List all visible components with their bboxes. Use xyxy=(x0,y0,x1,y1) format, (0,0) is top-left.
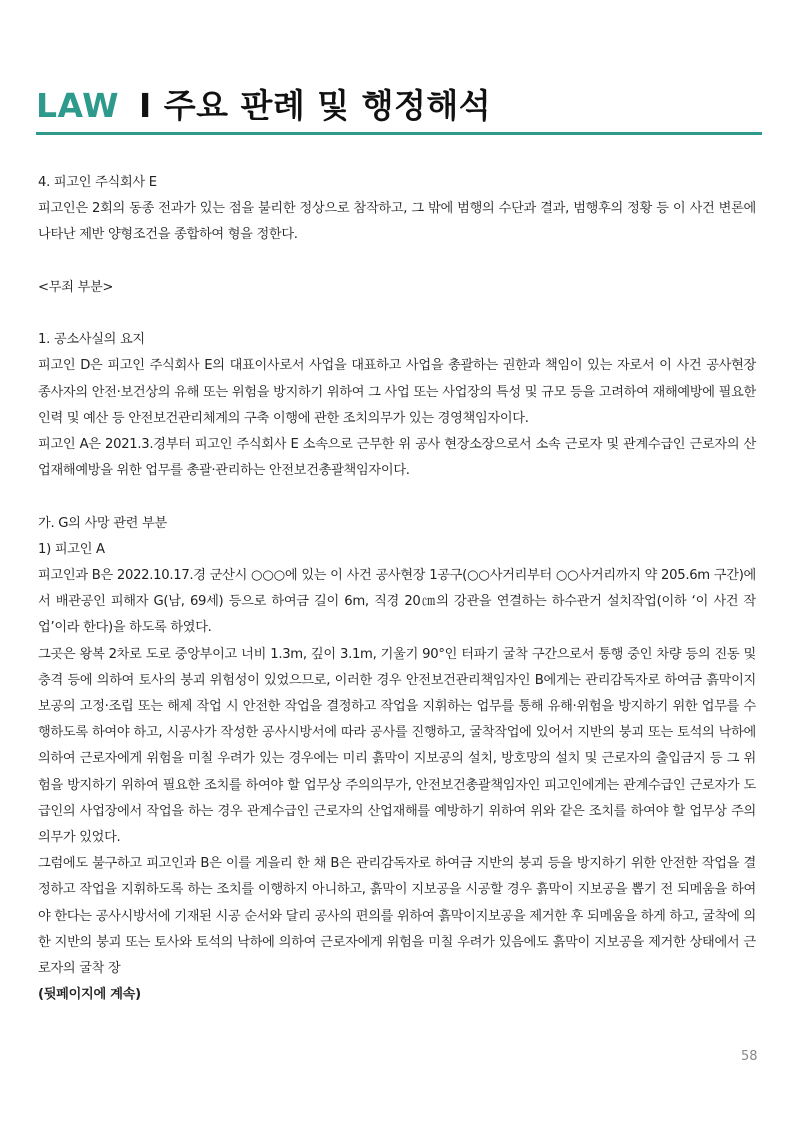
paragraph: 피고인은 2회의 동종 전과가 있는 점을 불리한 정상으로 참작하고, 그 밖에 범행의 수단과 결과, 범행후의 정황 등 이 사건 변론에 나타난 제반 양형조건을 종합하여 형을 정한다. xyxy=(38,201,756,243)
header-divider xyxy=(36,132,762,135)
paragraph: 1. 공소사실의 요지 xyxy=(38,332,145,348)
blank-line xyxy=(38,249,756,275)
section-brand: LAW xyxy=(36,86,119,125)
document-body xyxy=(38,170,756,1008)
paragraph: 1) 피고인 A xyxy=(38,541,105,557)
paragraph: 피고인과 B은 2022.10.17.경 군산시 ○○○에 있는 이 사건 공사현장 1공구(○○사거리부터 ○○사거리까지 약 205.6m 구간)에서 배관공인 피해자 G(남, 69세) 등으로 하여금 길이 6m, 직경 20㎝의 강관을 연결하는 하수관거 설치작업(이하 ‘이 사건 작업’이라 한다)을 하도록 하였다. xyxy=(38,568,756,636)
page-number: 58 xyxy=(741,1049,758,1064)
paragraph: <무죄 부분> xyxy=(38,279,114,295)
paragraph: 가. G의 사망 관련 부분 xyxy=(38,515,167,531)
page-header xyxy=(36,82,762,130)
paragraph: 피고인 A은 2021.3.경부터 피고인 주식회사 E 소속으로 근무한 위 공사 현장소장으로서 소속 근로자 및 관계수급인 근로자의 산업재해예방을 위한 업무를 총괄·관리하는 안전보건총괄책임자이다. xyxy=(38,437,756,479)
continued-note: (뒷페이지에 계속) xyxy=(38,987,141,1003)
paragraph: 피고인 D은 피고인 주식회사 E의 대표이사로서 사업을 대표하고 사업을 총괄하는 권한과 책임이 있는 자로서 이 사건 공사현장 종사자의 안전·보건상의 유해 또는 위험을 방지하기 위하여 그 사업 또는 사업장의 특성 및 규모 등을 고려하여 재해예방에 필요한 인력 및 예산 등 안전보건관리체계의 구축 이행에 관한 조치의무가 있는 경영책임자이다. xyxy=(38,358,756,426)
blank-line xyxy=(38,301,756,327)
section-title: I 주요 판례 및 행정해석 xyxy=(139,86,492,125)
paragraph: 그럼에도 불구하고 피고인과 B은 이를 게을리 한 채 B은 관리감독자로 하여금 지반의 붕괴 등을 방지하기 위한 안전한 작업을 결정하고 작업을 지휘하도록 하는 조치를 이행하지 아니하고, 흙막이 지보공을 시공할 경우 흙막이 지보공을 뽑기 전 되메움을 하여야 한다는 공사시방서에 기재된 시공 순서와 달리 공사의 편의를 위하여 흙막이지보공을 제거한 후 되메움을 하게 하고, 굴착에 의한 지반의 붕괴 또는 토사와 토석의 낙하에 의하여 근로자에게 위험을 미칠 우려가 있음에도 흙막이 지보공을 제거한 상태에서 근로자의 굴착 장 xyxy=(38,856,756,977)
blank-line xyxy=(38,484,756,510)
page-title xyxy=(36,82,762,130)
paragraph: 그곳은 왕복 2차로 도로 중앙부이고 너비 1.3m, 깊이 3.1m, 기울기 90°인 터파기 굴착 구간으로서 통행 중인 차량 등의 진동 및 충격 등에 의하여 토사의 붕괴 위험성이 있었으므로, 이러한 경우 안전보건관리책임자인 B에게는 관리감독자로 하여금 흙막이지보공의 고정·조립 또는 해제 작업 시 안전한 작업을 결정하고 작업을 지휘하는 업무를 통해 유해·위험을 방지하기 위한 업무를 수행하도록 하여야 하고, 시공사가 작성한 공사시방서에 따라 공사를 진행하고, 굴착작업에 있어서 지반의 붕괴 또는 토석의 낙하에 의하여 근로자에게 위험을 미칠 우려가 있는 경우에는 미리 흙막이 지보공의 설치, 방호망의 설치 및 근로자의 출입금지 등 그 위험을 방지하기 위하여 필요한 조치를 하여야 할 업무상 주의의무가, 안전보건총괄책임자인 피고인에게는 관계수급인 근로자가 도급인의 사업장에서 작업을 하는 경우 관계수급인 근로자의 산업재해를 예방하기 위하여 위와 같은 조치를 하여야 할 업무상 주의의무가 있었다. xyxy=(38,646,756,846)
paragraph: 4. 피고인 주식회사 E xyxy=(38,175,157,190)
